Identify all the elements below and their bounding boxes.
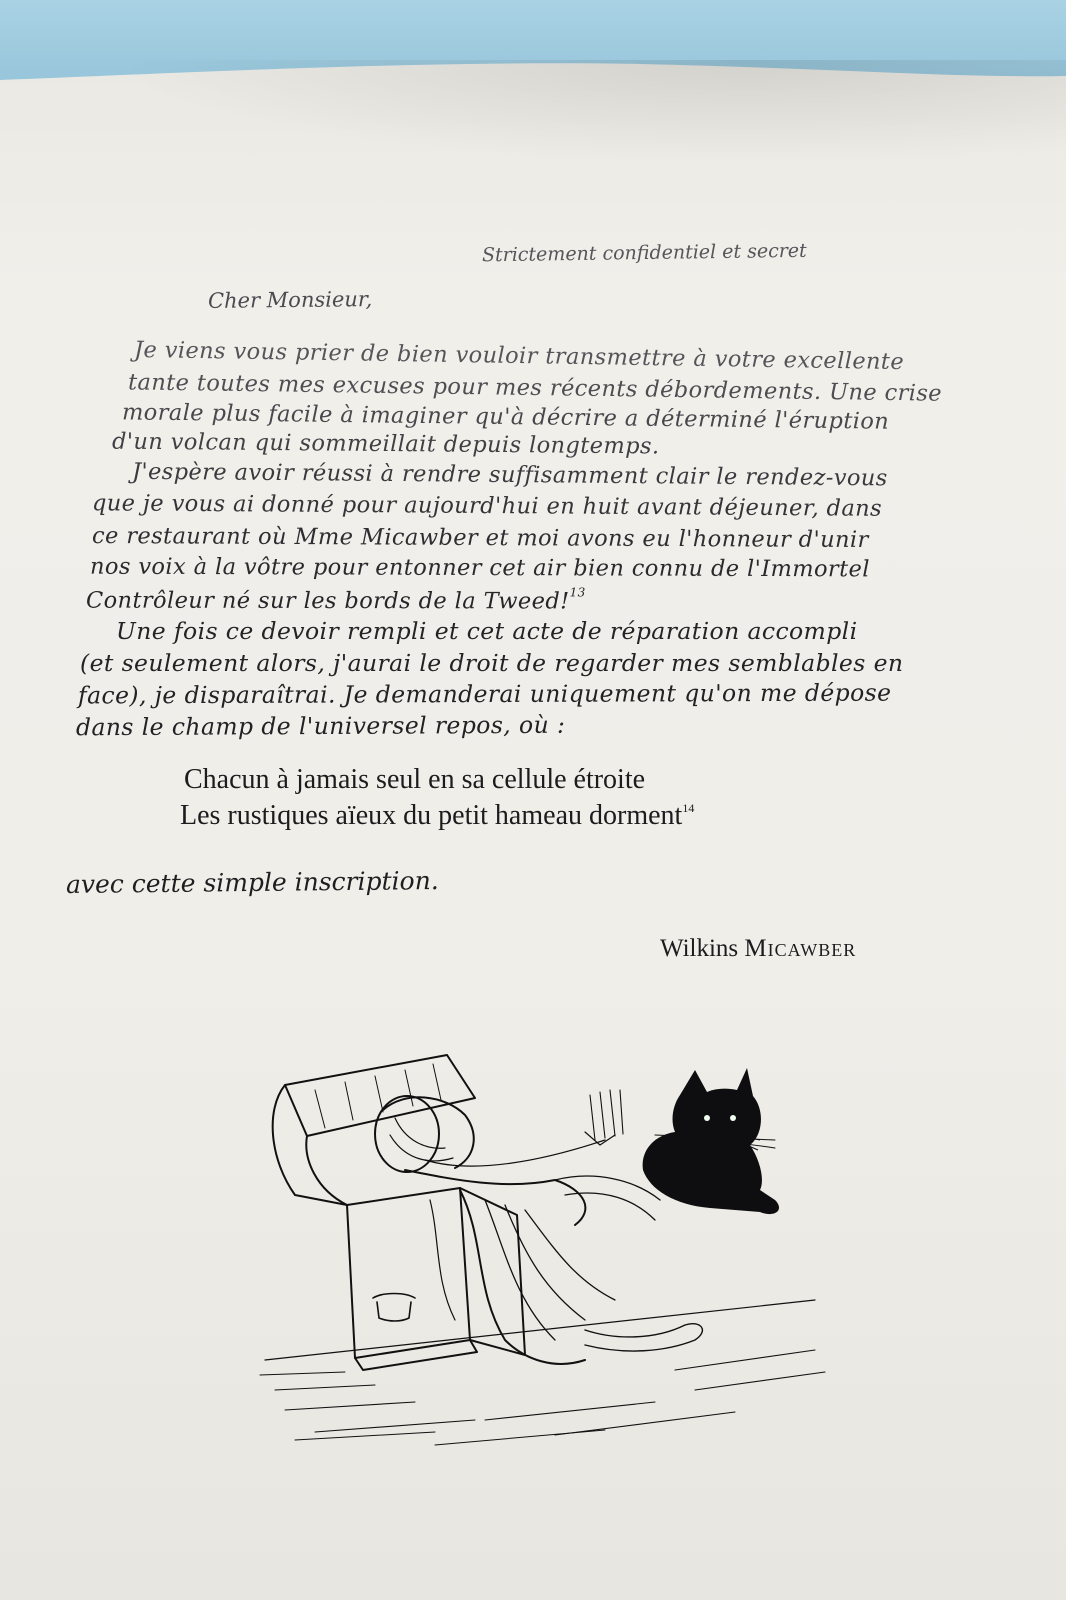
letter-line: J'espère avoir réussi à rendre suffisamment clair le rendez-vous xyxy=(131,458,888,492)
verse-line-text: Les rustiques aïeux du petit hameau dorment xyxy=(180,800,683,831)
black-cat-icon xyxy=(643,1068,779,1214)
ink-sketch-trunk-with-black-cat-icon xyxy=(255,1040,835,1450)
verse-line xyxy=(180,800,694,832)
letter-line: morale plus facile à imaginer qu'à décrire a déterminé l'éruption xyxy=(121,399,890,435)
letter-line: dans le champ de l'universel repos, où : xyxy=(75,710,566,742)
letter-line: ce restaurant où Mme Micawber et moi avons eu l'honneur d'unir xyxy=(91,522,869,554)
letter-salutation: Cher Monsieur, xyxy=(207,287,373,313)
letter-line: (et seulement alors, j'aurai le droit de regarder mes semblables en xyxy=(80,649,904,677)
letter-line: d'un volcan qui sommeillait depuis longtemps. xyxy=(111,428,660,460)
letter-signature xyxy=(660,935,856,963)
signature-first-name: Wilkins xyxy=(660,935,739,962)
letter-line: face), je disparaîtrai. Je demanderai uniquement qu'on me dépose xyxy=(77,678,892,710)
letter-line xyxy=(86,585,586,615)
footnote-marker: 14 xyxy=(682,801,695,815)
signature-last-name: Micawber xyxy=(744,935,857,962)
letter-line: Une fois ce devoir rempli et cet acte de réparation accompli xyxy=(116,617,858,645)
letter-closing: avec cette simple inscription. xyxy=(65,866,439,899)
letter-line-text: Contrôleur né sur les bords de la Tweed! xyxy=(85,587,570,615)
letter-header: Strictement confidentiel et secret xyxy=(481,239,807,267)
letter-line: que je vous ai donné pour aujourd'hui en huit avant déjeuner, dans xyxy=(91,490,883,522)
letter-line: Je viens vous prier de bien vouloir transmettre à votre excellente xyxy=(133,336,905,376)
footnote-marker: 13 xyxy=(569,585,586,600)
letter-line: tante toutes mes excuses pour mes récents débordements. Une crise xyxy=(127,369,943,407)
letter-line: nos voix à la vôtre pour entonner cet air bien connu de l'Immortel xyxy=(89,553,870,583)
verse-line: Chacun à jamais seul en sa cellule étroite xyxy=(184,764,646,795)
